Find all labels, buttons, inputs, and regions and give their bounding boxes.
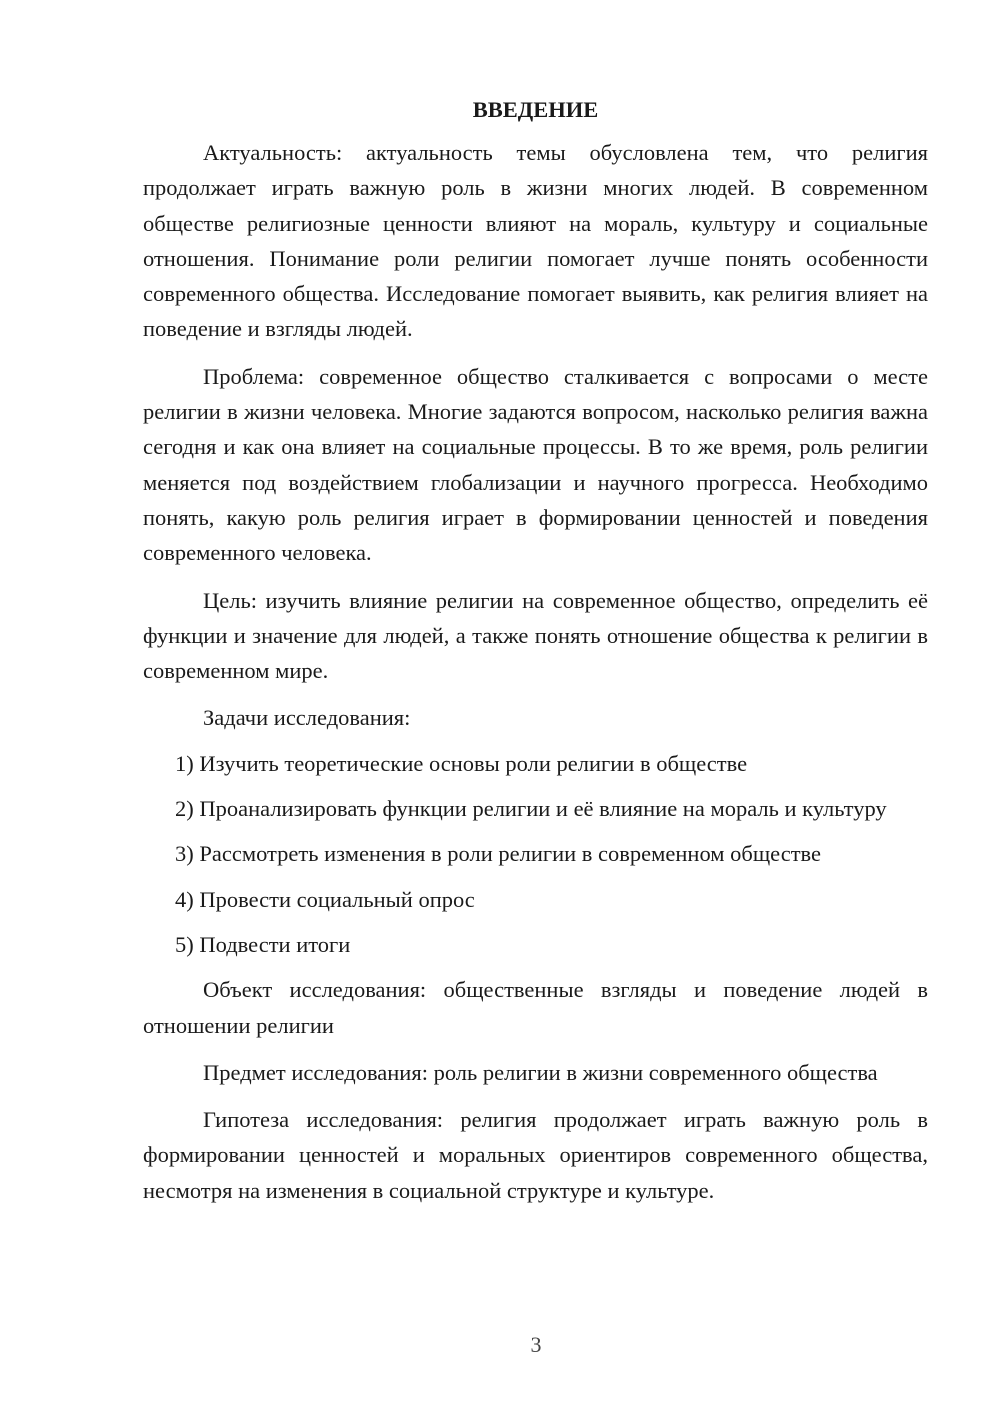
hypothesis-paragraph: Гипотеза исследования: религия продолжает играть важную роль в формировании ценностей и моральных ориентиров современного общества, несмотря на изменения в социальной структуре и культуре.	[143, 1107, 928, 1203]
subject-paragraph: Предмет исследования: роль религии в жизни современного общества	[203, 1059, 878, 1085]
relevance-paragraph: Актуальность: актуальность темы обусловлена тем, что религия продолжает играть важную роль в жизни многих людей. В современном обществе религиозные ценности влияют на мораль, культуру и социальные отношения. Понимание роли религии помогает лучше понять особенности современного общества. Исследование помогает выявить, как религия влияет на поведение и взгляды людей.	[143, 140, 928, 342]
goal-paragraph: Цель: изучить влияние религии на современное общество, определить её функции и значение для людей, а также понять отношение общества к религии в современном мире.	[143, 587, 928, 684]
page-number: 3	[530, 1332, 542, 1357]
task-item: 1) Изучить теоретические основы роли религии в обществе	[175, 750, 748, 776]
object-paragraph: Объект исследования: общественные взгляды и поведение людей в отношении религии	[143, 977, 928, 1038]
section-heading: ВВЕДЕНИЕ	[472, 97, 599, 122]
task-item: 4) Провести социальный опрос	[175, 886, 475, 912]
task-item: 2) Проанализировать функции религии и её влияние на мораль и культуру	[175, 796, 887, 822]
document-page	[143, 92, 928, 1220]
tasks-title: Задачи исследования:	[203, 705, 411, 731]
task-item: 3) Рассмотреть изменения в роли религии в современном обществе	[175, 841, 822, 867]
problem-paragraph: Проблема: современное общество сталкивается с вопросами о месте религии в жизни человека. Многие задаются вопросом, насколько религия важна сегодня и как она влияет на социальные процессы. В то же время, роль религии меняется под воздействием глобализации и научного прогресса. Необходимо понять, какую роль религия играет в формировании ценностей и поведения современного человека.	[143, 363, 928, 566]
task-item: 5) Подвести итоги	[175, 931, 351, 957]
